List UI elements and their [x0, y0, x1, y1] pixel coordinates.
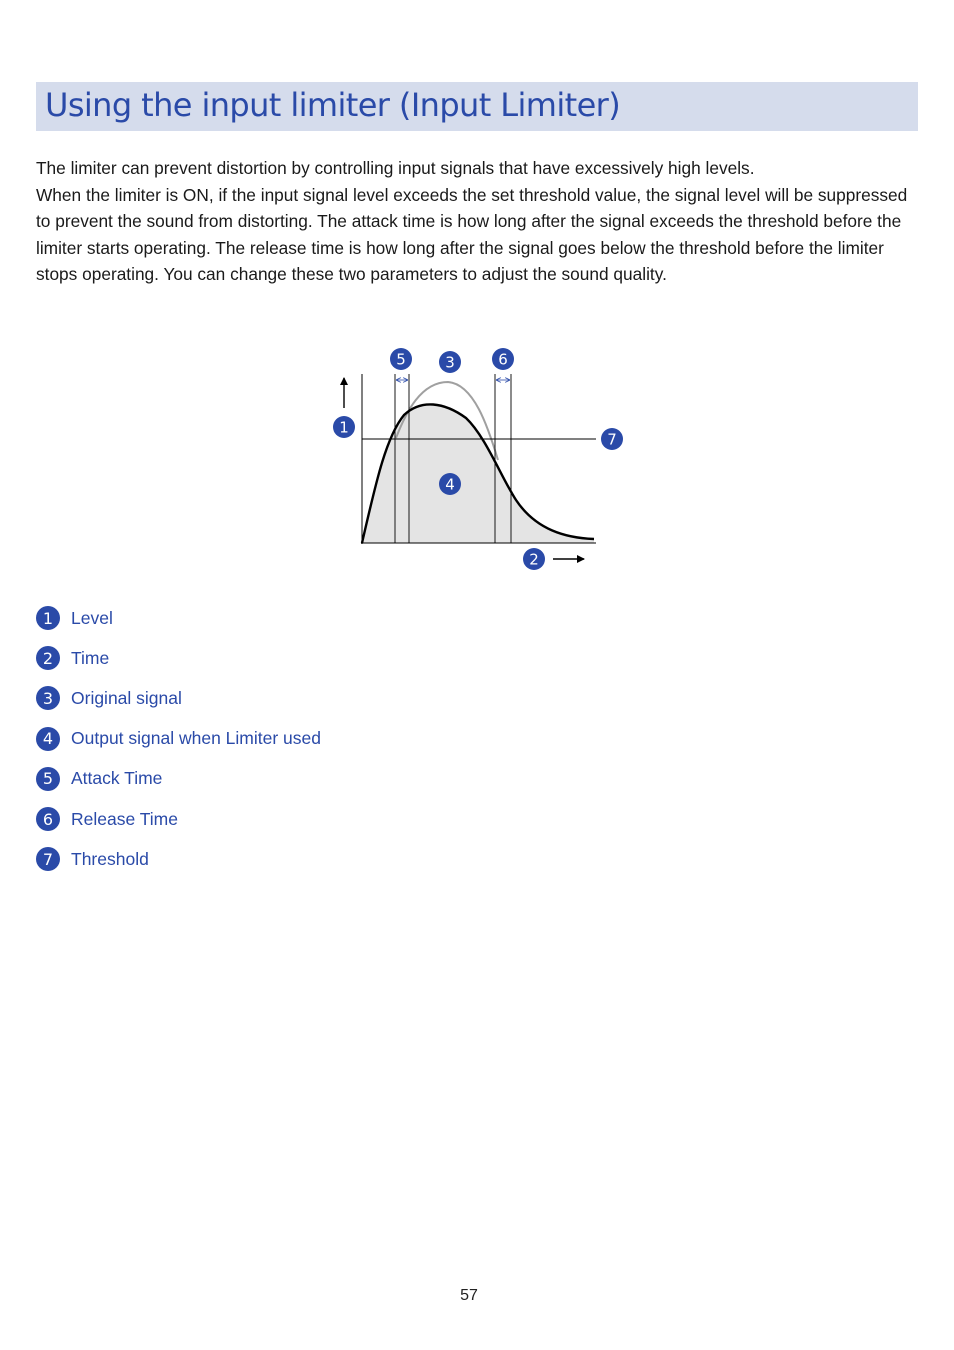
legend-item-level [36, 598, 321, 638]
legend-label: Original signal [71, 687, 182, 708]
limiter-diagram [326, 342, 626, 574]
legend-number: 7 [36, 847, 60, 871]
page-number: 57 [460, 1287, 478, 1304]
legend-number: 1 [36, 606, 60, 630]
legend-item-time [36, 638, 321, 678]
svg-text:4: 4 [445, 475, 455, 494]
intro-paragraph: The limiter can prevent distortion by controlling input signals that have excessively high levels. [36, 158, 755, 178]
legend-label: Threshold [71, 848, 149, 869]
body-text [36, 155, 916, 288]
legend-item-output-signal [36, 719, 321, 759]
title-bar [36, 82, 918, 131]
legend-number: 5 [36, 767, 60, 791]
legend-label: Attack Time [71, 768, 163, 789]
legend-item-release-time [36, 799, 321, 839]
marker-threshold [601, 428, 623, 450]
legend-number: 2 [36, 646, 60, 670]
svg-text:3: 3 [445, 353, 455, 372]
svg-text:2: 2 [529, 550, 539, 569]
marker-original-signal [439, 351, 461, 373]
legend-item-attack-time [36, 759, 321, 799]
legend-label: Output signal when Limiter used [71, 728, 321, 749]
svg-text:5: 5 [396, 350, 406, 369]
legend-item-threshold [36, 839, 321, 879]
svg-text:7: 7 [607, 430, 617, 449]
marker-attack-time [390, 348, 412, 370]
marker-time [523, 548, 545, 570]
limiter-diagram-svg [326, 342, 626, 574]
legend-item-original-signal [36, 678, 321, 718]
legend-number: 6 [36, 807, 60, 831]
page-title: Using the input limiter (Input Limiter) [45, 86, 621, 124]
marker-release-time [492, 348, 514, 370]
legend-label: Time [71, 647, 110, 668]
marker-level [333, 416, 355, 438]
legend-number: 3 [36, 686, 60, 710]
diagram-legend [36, 598, 321, 879]
svg-text:1: 1 [339, 418, 349, 437]
legend-number: 4 [36, 727, 60, 751]
svg-text:6: 6 [498, 350, 508, 369]
detail-paragraph: When the limiter is ON, if the input signal level exceeds the set threshold value, the signal level will be suppressed to prevent the sound from distorting. The attack time is how long after the signal exceeds the threshold before the limiter starts operating. The release time is how long after the signal goes below the threshold before the limiter stops operating. You can change these two parameters to adjust the sound quality. [36, 184, 908, 285]
legend-label: Release Time [71, 808, 178, 829]
marker-output-signal [439, 473, 461, 495]
legend-label: Level [71, 607, 113, 628]
